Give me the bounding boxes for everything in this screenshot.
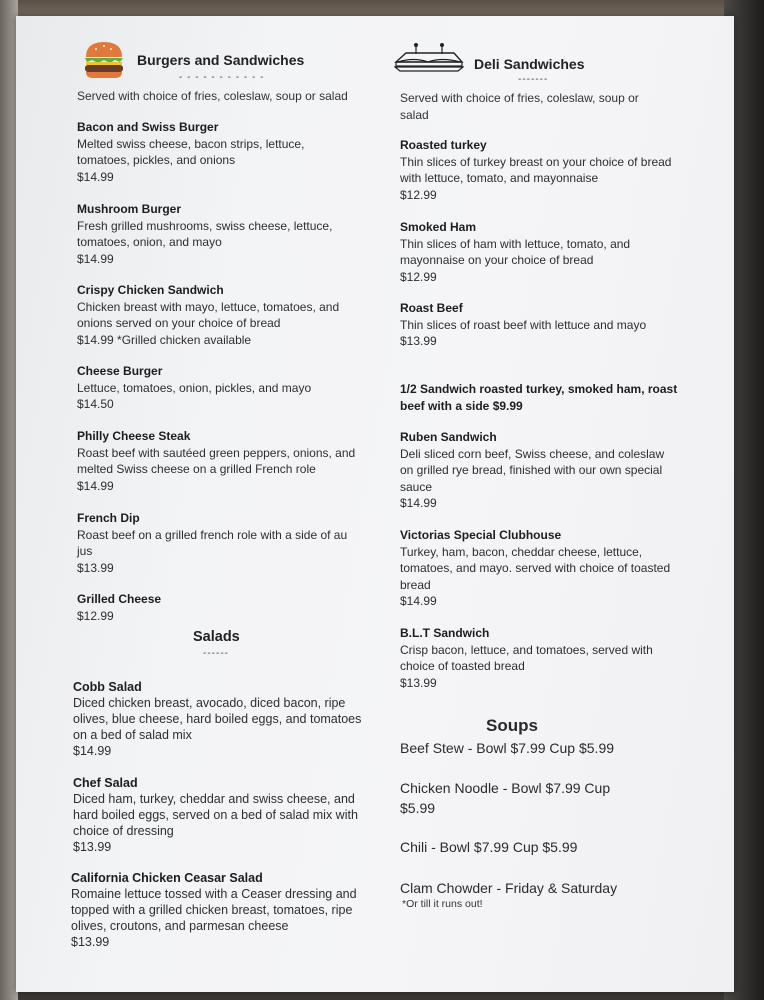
menu-item: [400, 625, 680, 691]
menu-item: [400, 219, 680, 285]
item-name: California Chicken Ceasar Salad: [71, 871, 263, 885]
menu-item: [71, 870, 369, 950]
item-description: Diced ham, turkey, cheddar and swiss cheese, and hard boiled eggs, served on a bed of salad mix with choice of dressing: [73, 792, 358, 838]
menu-item: [400, 527, 680, 610]
item-description: Lettuce, tomatoes, onion, pickles, and mayo: [77, 380, 312, 395]
item-price: $14.99 *Grilled chicken available: [77, 332, 252, 347]
item-name: Cobb Salad: [73, 680, 142, 694]
burgers-served-note: Served with choice of fries, coleslaw, soup or salad: [77, 89, 348, 103]
item-price: $14.99: [77, 169, 114, 184]
burgers-section-title: Burgers and Sandwiches: [137, 52, 305, 68]
item-price: $14.99: [77, 478, 114, 493]
item-price: $13.99: [400, 675, 437, 690]
burgers-title-underline: - - - - - - - - - - -: [179, 72, 265, 83]
item-name: Grilled Cheese: [77, 592, 162, 606]
item-price: $13.99: [77, 560, 114, 575]
item-name: 1/2 Sandwich roasted turkey, smoked ham, roast beef with a side $9.99: [400, 382, 678, 413]
item-price: $14.99: [73, 744, 112, 758]
deli-served-note: Served with choice of fries, coleslaw, soup or salad: [400, 91, 639, 122]
item-name: Smoked Ham: [400, 220, 477, 234]
soup-item: Chili - Bowl $7.99 Cup $5.99: [400, 839, 578, 855]
menu-item: [400, 381, 680, 414]
item-description: Thin slices of turkey breast on your choice of bread with lettuce, tomato, and mayonnaise: [400, 154, 672, 185]
menu-item: [400, 137, 680, 203]
soup-item: Beef Stew - Bowl $7.99 Cup $5.99: [400, 740, 615, 756]
menu-item: [73, 775, 369, 855]
item-name: Mushroom Burger: [77, 202, 182, 216]
menu-item: [77, 591, 357, 624]
menu-item: [77, 201, 357, 267]
menu-page: [16, 16, 734, 992]
soup-item: Clam Chowder - Friday & Saturday: [400, 880, 618, 896]
salads-section-title: Salads: [193, 629, 240, 645]
item-name: Philly Cheese Steak: [77, 429, 191, 443]
item-description: Crisp bacon, lettuce, and tomatoes, served with choice of toasted bread: [400, 642, 653, 673]
menu-item: [77, 282, 357, 348]
item-name: French Dip: [77, 511, 140, 525]
item-description: Fresh grilled mushrooms, swiss cheese, lettuce, tomatoes, onion, and mayo: [77, 218, 333, 249]
item-name: Bacon and Swiss Burger: [77, 120, 219, 134]
menu-item: [77, 510, 357, 576]
item-description: Thin slices of ham with lettuce, tomato, and mayonnaise on your choice of bread: [400, 236, 631, 267]
item-description: Chicken breast with mayo, lettuce, tomatoes, and onions served on your choice of bread: [77, 299, 340, 330]
deli-sandwich-icon: [394, 42, 464, 72]
item-name: Crispy Chicken Sandwich: [77, 283, 224, 297]
burger-icon: [83, 40, 125, 80]
item-description: Roast beef with sautéed green peppers, onions, and melted Swiss cheese on a grilled French role: [77, 445, 356, 476]
item-description: Thin slices of roast beef with lettuce and mayo: [400, 317, 647, 332]
item-name: Victorias Special Clubhouse: [400, 528, 562, 542]
menu-item: [400, 429, 680, 512]
item-description: Deli sliced corn beef, Swiss cheese, and coleslaw on grilled rye bread, finished with our own special sauce: [400, 446, 665, 494]
item-name: Roast Beef: [400, 301, 463, 315]
item-description: Diced chicken breast, avocado, diced bacon, ripe olives, blue cheese, hard boiled eggs, and tomatoes on a bed of salad mix: [73, 696, 362, 742]
item-name: Cheese Burger: [77, 364, 163, 378]
item-price: $14.99: [77, 251, 114, 266]
soup-item: Chicken Noodle - Bowl $7.99 Cup $5.99: [400, 780, 611, 816]
item-price: $13.99: [400, 334, 437, 348]
soup-note: *Or till it runs out!: [402, 898, 483, 910]
item-price: $12.99: [77, 608, 114, 623]
item-price: $14.99: [400, 496, 437, 510]
item-name: Ruben Sandwich: [400, 430, 497, 444]
item-price: $12.99: [400, 269, 437, 284]
item-description: Melted swiss cheese, bacon strips, lettuce, tomatoes, pickles, and onions: [77, 136, 305, 167]
item-name: B.L.T Sandwich: [400, 626, 490, 640]
item-description: Romaine lettuce tossed with a Ceaser dressing and topped with a grilled chicken breast, tomatoes, ripe olives, croutons, and parmesan cheese: [71, 887, 357, 933]
item-name: Chef Salad: [73, 776, 138, 790]
menu-item: [400, 300, 650, 350]
item-price: $14.50: [77, 397, 114, 411]
item-description: Roast beef on a grilled french role with a side of au jus: [77, 527, 348, 558]
item-description: Turkey, ham, bacon, cheddar cheese, lettuce, tomatoes, and mayo. served with choice of toasted bread: [400, 544, 671, 592]
item-price: $14.99: [400, 594, 437, 608]
soups-section-title: Soups: [486, 716, 538, 735]
menu-item: [77, 428, 357, 494]
deli-title-underline: -------: [518, 74, 549, 85]
menu-item: [77, 119, 357, 185]
menu-item: [77, 363, 357, 413]
item-price: $12.99: [400, 187, 437, 202]
item-name: Roasted turkey: [400, 138, 487, 152]
item-price: $13.99: [73, 840, 112, 854]
deli-section-title: Deli Sandwiches: [474, 56, 585, 72]
salads-title-underline: ------: [203, 648, 229, 659]
item-price: $13.99: [71, 935, 110, 949]
menu-item: [73, 679, 363, 759]
